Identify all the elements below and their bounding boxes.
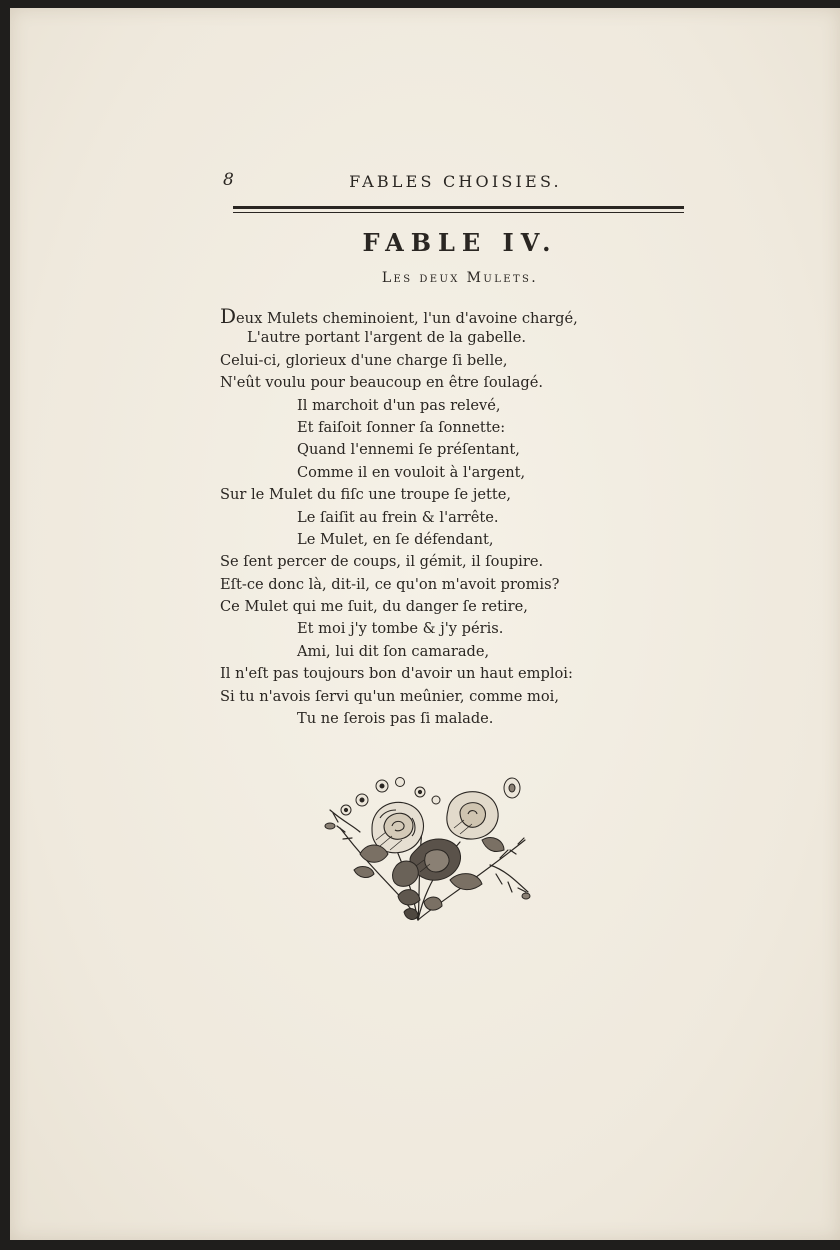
rose-right bbox=[447, 792, 498, 839]
poem-line: Celui-ci, glorieux d'une charge ſi belle, bbox=[220, 351, 508, 369]
fable-subtitle: Les deux Mulets. bbox=[381, 270, 539, 286]
drop-cap: D bbox=[220, 304, 237, 328]
poem-text bbox=[220, 305, 620, 730]
poem-line: Si tu n'avois ſervi qu'un meûnier, comme moi, bbox=[220, 687, 559, 705]
header-double-rule bbox=[233, 206, 684, 218]
poem-line: N'eût voulu pour beaucoup en être ſoulagé. bbox=[220, 374, 544, 392]
running-title: FABLES CHOISIES. bbox=[349, 172, 562, 191]
poem-line: L'autre portant l'argent de la gabelle. bbox=[247, 329, 526, 347]
floral-bouquet-ornament bbox=[300, 770, 540, 935]
running-head bbox=[223, 170, 683, 196]
poem-line: Se ſent percer de coups, il gémit, il ſoupire. bbox=[220, 553, 544, 571]
poem-line: Le ſaiſit au frein & l'arrête. bbox=[297, 508, 499, 526]
poem-line: Le Mulet, en ſe défendant, bbox=[297, 530, 494, 548]
poem-line: Sur le Mulet du fiſc une troupe ſe jette, bbox=[220, 486, 511, 504]
poem-line: Et moi j'y tombe & j'y péris. bbox=[297, 620, 504, 638]
book-page bbox=[10, 8, 840, 1240]
header-rule-thin bbox=[233, 212, 684, 213]
poem-line: Comme il en vouloit à l'argent, bbox=[297, 463, 526, 481]
small-blossoms bbox=[325, 778, 530, 900]
poem-line: Et faiſoit ſonner ſa ſonnette: bbox=[297, 418, 506, 436]
fable-title: FABLE IV. bbox=[362, 228, 558, 257]
poem-line: Ami, lui dit ſon camarade, bbox=[297, 642, 490, 660]
poem-line: Il marchoit d'un pas relevé, bbox=[297, 396, 501, 414]
poem-line: Deux Mulets cheminoient, l'un d'avoine chargé, bbox=[220, 304, 578, 328]
poem-line: Eſt-ce donc là, dit-il, ce qu'on m'avoit promis? bbox=[220, 575, 560, 593]
poem-line: Ce Mulet qui me ſuit, du danger ſe retire, bbox=[220, 598, 528, 616]
poem-line: Il n'eſt pas toujours bon d'avoir un haut emploi: bbox=[220, 665, 573, 683]
header-rule-thick bbox=[233, 206, 684, 209]
poem-line: Quand l'ennemi ſe préſentant, bbox=[297, 441, 520, 459]
rose-left bbox=[372, 802, 423, 852]
poem-line: Tu ne ſerois pas ſi malade. bbox=[297, 710, 494, 728]
page-number: 8 bbox=[223, 170, 234, 190]
